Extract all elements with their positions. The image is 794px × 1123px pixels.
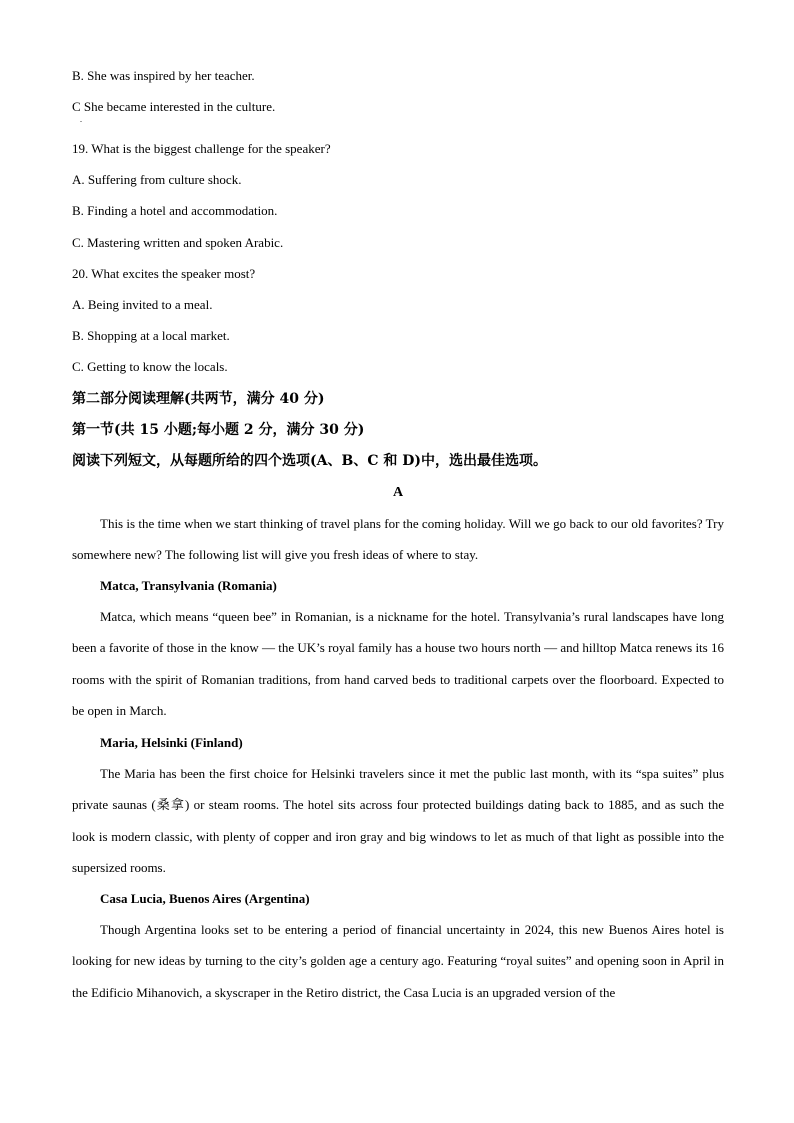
q18-option-b: B. She was inspired by her teacher. [72, 68, 255, 83]
section-heading: 第一节(共 15 小题;每小题 2 分，满分 30 分) [72, 422, 365, 438]
part-heading: 第二部分阅读理解(共两节，满分 40 分) [72, 391, 325, 407]
q19-question: 19. What is the biggest challenge for the speaker? [72, 141, 331, 156]
passage-letter: A [392, 485, 404, 500]
q20-option-b: B. Shopping at a local market. [72, 328, 230, 343]
passage-intro: This is the time when we start thinking of travel plans for the coming holiday. Will we go back to our old favorites? Try somewhere new? The following list will give you fresh ideas of where to stay. [72, 516, 724, 563]
hotel-title-maria: Maria, Helsinki (Finland) [100, 735, 243, 750]
hotel-text-maria: The Maria has been the first choice for Helsinki travelers since it met the public last month, with its “spa suites” plus private saunas (桑拿) or steam rooms. The hotel sits across four protected buildings dating back to 1885, and as such the look is modern classic, with plenty of copper and iron gray and big windows to let as much of that light as possible into the supersized rooms. [72, 766, 724, 875]
q20-question: 20. What excites the speaker most? [72, 266, 256, 281]
section-instruction: 阅读下列短文，从每题所给的四个选项(A、B、C 和 D)中，选出最佳选项。 [72, 453, 547, 469]
stray-mark: . [80, 115, 82, 124]
hotel-title-matca: Matca, Transylvania (Romania) [100, 578, 277, 593]
q19-option-b: B. Finding a hotel and accommodation. [72, 203, 278, 218]
hotel-text-matca: Matca, which means “queen bee” in Romanian, is a nickname for the hotel. Transylvania’s rural landscapes have long been a favorite of those in the know — the UK’s royal family has a house two hours north — and hilltop Matca renews its 16 rooms with the spirit of Romanian traditions, from hand carved beds to traditional carpets over the floorboard. Expected to be open in March. [72, 609, 724, 718]
hotel-title-casa-lucia: Casa Lucia, Buenos Aires (Argentina) [100, 891, 310, 906]
q19-option-a: A. Suffering from culture shock. [72, 172, 242, 187]
hotel-text-casa-lucia: Though Argentina looks set to be entering a period of financial uncertainty in 2024, this new Buenos Aires hotel is looking for new ideas by turning to the city’s golden age a century ago. Featuring “royal suites” and opening soon in April in the Edificio Mihanovich, a skyscraper in the Retiro district, the Casa Lucia is an upgraded version of the [72, 922, 724, 1000]
q18-option-c: C She became interested in the culture. [72, 99, 276, 114]
q19-option-c: C. Mastering written and spoken Arabic. [72, 235, 284, 250]
q20-option-c: C. Getting to know the locals. [72, 359, 228, 374]
q20-option-a: A. Being invited to a meal. [72, 297, 213, 312]
